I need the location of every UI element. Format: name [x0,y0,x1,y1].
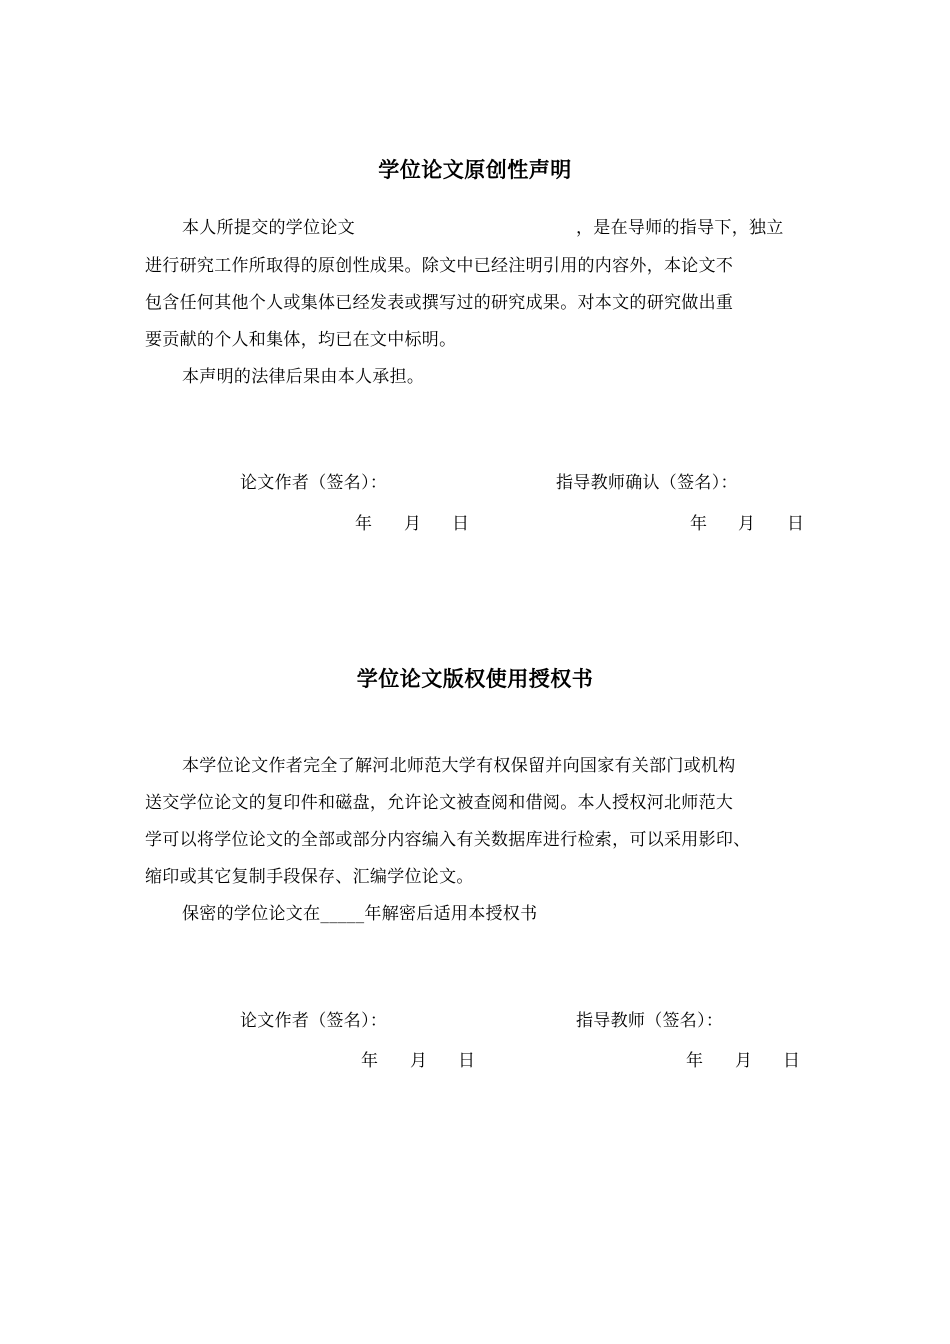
declaration-para1-line1b: ，是在导师的指导下，独立 [576,218,784,238]
authorization-para1-line4: 缩印或其它复制手段保存、汇编学位论文。 [145,867,474,887]
confidential-clause-prefix: 保密的学位论文在 [182,904,321,924]
author-signature-label: 论文作者（签名）： [240,1011,388,1031]
declaration-para1-line4: 要贡献的个人和集体，均已在文中标明。 [145,330,457,350]
authorization-para1-line2: 送交学位论文的复印件和磁盘，允许论文被查阅和借阅。本人授权河北师范大 [145,793,734,813]
confidential-clause-suffix: 年解密后适用本授权书 [364,904,538,924]
advisor-signature-label: 指导教师（签名）： [576,1011,724,1031]
authorization-para1-line1: 本学位论文作者完全了解河北师范大学有权保留并向国家有关部门或机构 [182,756,736,776]
date-year: 年 [690,514,707,534]
date-month: 月 [738,514,755,534]
authorization-title: 学位论文版权使用授权书 [356,667,594,691]
date-day: 日 [783,1051,800,1071]
date-month: 月 [404,514,421,534]
confidential-year-blank: _____ [320,904,365,924]
date-month: 月 [735,1051,752,1071]
advisor-signature-label: 指导教师确认（签名）： [556,473,738,493]
declaration-para1-line1a: 本人所提交的学位论文 [182,218,355,238]
date-month: 月 [410,1051,427,1071]
date-year: 年 [355,514,372,534]
authorization-para1-line3: 学可以将学位论文的全部或部分内容编入有关数据库进行检索，可以采用影印、 [145,830,751,850]
declaration-title: 学位论文原创性声明 [378,158,572,182]
date-day: 日 [458,1051,475,1071]
date-day: 日 [787,514,804,534]
declaration-para1-line2: 进行研究工作所取得的原创性成果。除文中已经注明引用的内容外，本论文不 [145,256,734,276]
declaration-para1-line3: 包含任何其他个人或集体已经发表或撰写过的研究成果。对本文的研究做出重 [145,293,734,313]
date-year: 年 [686,1051,703,1071]
author-signature-label: 论文作者（签名）： [240,473,388,493]
confidential-clause [182,904,537,924]
declaration-para2: 本声明的法律后果由本人承担。 [182,367,425,387]
date-year: 年 [361,1051,378,1071]
date-day: 日 [452,514,469,534]
